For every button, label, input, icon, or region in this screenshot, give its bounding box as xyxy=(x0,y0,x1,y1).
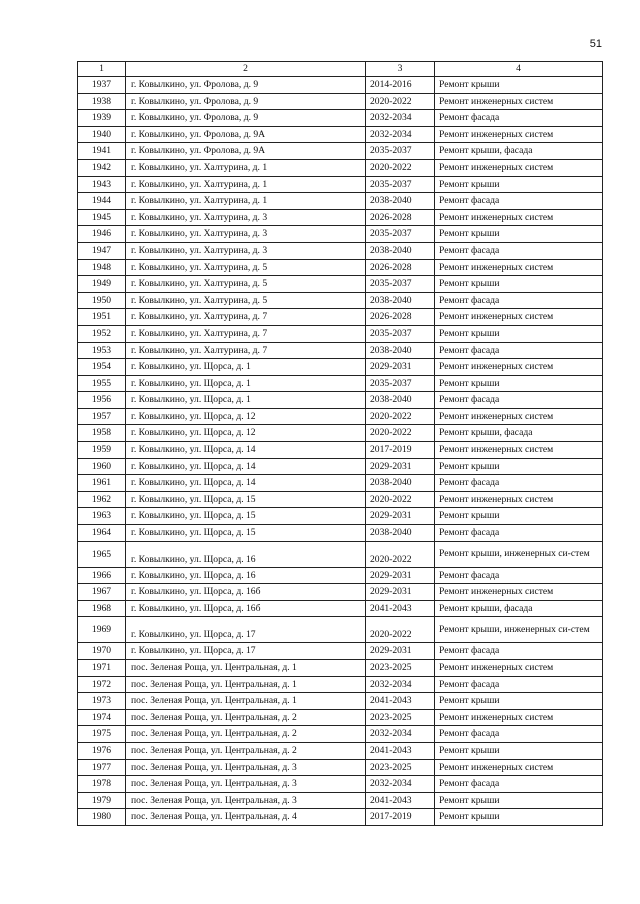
period-cell: 2041-2043 xyxy=(366,792,435,809)
table-row xyxy=(78,643,603,660)
period-cell: 2038-2040 xyxy=(366,342,435,359)
table-row xyxy=(78,709,603,726)
table-row xyxy=(78,742,603,759)
period-cell: 2035-2037 xyxy=(366,226,435,243)
row-number-cell: 1978 xyxy=(78,776,126,793)
table-row xyxy=(78,726,603,743)
address-cell: г. Ковылкино, ул. Фролова, д. 9 xyxy=(126,110,366,127)
table-row xyxy=(78,541,603,567)
page-number: 51 xyxy=(589,38,602,50)
period-cell: 2029-2031 xyxy=(366,359,435,376)
row-number-cell: 1958 xyxy=(78,425,126,442)
address-cell: пос. Зеленая Роща, ул. Центральная, д. 2 xyxy=(126,742,366,759)
table-row xyxy=(78,759,603,776)
work-type-cell: Ремонт крыши xyxy=(435,276,603,293)
table-row xyxy=(78,693,603,710)
table-row xyxy=(78,242,603,259)
table-row xyxy=(78,425,603,442)
work-type-cell: Ремонт крыши, инженерных си-стем xyxy=(435,617,603,643)
work-type-cell: Ремонт инженерных систем xyxy=(435,408,603,425)
address-cell: г. Ковылкино, ул. Фролова, д. 9 xyxy=(126,93,366,110)
row-number-cell: 1960 xyxy=(78,458,126,475)
period-cell: 2032-2034 xyxy=(366,776,435,793)
address-cell: г. Ковылкино, ул. Халтурина, д. 1 xyxy=(126,176,366,193)
address-cell: пос. Зеленая Роща, ул. Центральная, д. 3 xyxy=(126,759,366,776)
address-cell: г. Ковылкино, ул. Халтурина, д. 7 xyxy=(126,325,366,342)
address-cell: пос. Зеленая Роща, ул. Центральная, д. 3 xyxy=(126,792,366,809)
period-cell: 2038-2040 xyxy=(366,525,435,542)
period-cell: 2029-2031 xyxy=(366,584,435,601)
address-cell: г. Ковылкино, ул. Щорса, д. 1 xyxy=(126,359,366,376)
address-cell: г. Ковылкино, ул. Фролова, д. 9 xyxy=(126,77,366,94)
work-type-cell: Ремонт крыши xyxy=(435,176,603,193)
work-type-cell: Ремонт инженерных систем xyxy=(435,126,603,143)
period-cell: 2023-2025 xyxy=(366,759,435,776)
period-cell: 2035-2037 xyxy=(366,276,435,293)
table-row xyxy=(78,676,603,693)
period-cell: 2032-2034 xyxy=(366,126,435,143)
row-number-cell: 1972 xyxy=(78,676,126,693)
row-number-cell: 1940 xyxy=(78,126,126,143)
work-type-cell: Ремонт крыши xyxy=(435,77,603,94)
period-cell: 2020-2022 xyxy=(366,408,435,425)
work-type-cell: Ремонт крыши xyxy=(435,792,603,809)
row-number-cell: 1957 xyxy=(78,408,126,425)
column-header-number: 1 xyxy=(78,62,126,77)
table-row xyxy=(78,292,603,309)
work-type-cell: Ремонт инженерных систем xyxy=(435,93,603,110)
period-cell: 2041-2043 xyxy=(366,693,435,710)
work-type-cell: Ремонт фасада xyxy=(435,242,603,259)
work-type-cell: Ремонт фасада xyxy=(435,292,603,309)
table-row xyxy=(78,193,603,210)
address-cell: г. Ковылкино, ул. Щорса, д. 14 xyxy=(126,442,366,459)
address-cell: г. Ковылкино, ул. Щорса, д. 12 xyxy=(126,408,366,425)
table-row xyxy=(78,442,603,459)
row-number-cell: 1980 xyxy=(78,809,126,826)
row-number-cell: 1950 xyxy=(78,292,126,309)
period-cell: 2029-2031 xyxy=(366,567,435,584)
period-cell: 2029-2031 xyxy=(366,643,435,660)
period-cell: 2035-2037 xyxy=(366,143,435,160)
table-row xyxy=(78,325,603,342)
address-cell: г. Ковылкино, ул. Щорса, д. 14 xyxy=(126,475,366,492)
period-cell: 2020-2022 xyxy=(366,617,435,643)
work-type-cell: Ремонт фасада xyxy=(435,110,603,127)
address-cell: пос. Зеленая Роща, ул. Центральная, д. 1 xyxy=(126,693,366,710)
address-cell: г. Ковылкино, ул. Щорса, д. 1 xyxy=(126,392,366,409)
work-type-cell: Ремонт инженерных систем xyxy=(435,309,603,326)
address-cell: пос. Зеленая Роща, ул. Центральная, д. 1 xyxy=(126,676,366,693)
work-type-cell: Ремонт фасада xyxy=(435,525,603,542)
work-type-cell: Ремонт инженерных систем xyxy=(435,159,603,176)
work-type-cell: Ремонт крыши xyxy=(435,742,603,759)
address-cell: пос. Зеленая Роща, ул. Центральная, д. 2 xyxy=(126,709,366,726)
work-type-cell: Ремонт фасада xyxy=(435,475,603,492)
table-row xyxy=(78,525,603,542)
work-type-cell: Ремонт крыши, фасада xyxy=(435,600,603,617)
address-cell: г. Ковылкино, ул. Халтурина, д. 5 xyxy=(126,276,366,293)
address-cell: г. Ковылкино, ул. Халтурина, д. 1 xyxy=(126,159,366,176)
table-row xyxy=(78,176,603,193)
row-number-cell: 1979 xyxy=(78,792,126,809)
row-number-cell: 1977 xyxy=(78,759,126,776)
period-cell: 2032-2034 xyxy=(366,110,435,127)
period-cell: 2020-2022 xyxy=(366,425,435,442)
work-type-cell: Ремонт фасада xyxy=(435,567,603,584)
address-cell: г. Ковылкино, ул. Халтурина, д. 7 xyxy=(126,342,366,359)
work-type-cell: Ремонт крыши xyxy=(435,226,603,243)
address-cell: г. Ковылкино, ул. Щорса, д. 16 xyxy=(126,541,366,567)
address-cell: г. Ковылкино, ул. Щорса, д. 12 xyxy=(126,425,366,442)
table-row xyxy=(78,475,603,492)
row-number-cell: 1949 xyxy=(78,276,126,293)
work-type-cell: Ремонт крыши, инженерных си-стем xyxy=(435,541,603,567)
table-row xyxy=(78,110,603,127)
period-cell: 2035-2037 xyxy=(366,375,435,392)
table-row xyxy=(78,660,603,677)
column-header-period: 3 xyxy=(366,62,435,77)
row-number-cell: 1955 xyxy=(78,375,126,392)
address-cell: пос. Зеленая Роща, ул. Центральная, д. 1 xyxy=(126,660,366,677)
table-row xyxy=(78,309,603,326)
address-cell: г. Ковылкино, ул. Халтурина, д. 7 xyxy=(126,309,366,326)
table-row xyxy=(78,491,603,508)
row-number-cell: 1948 xyxy=(78,259,126,276)
period-cell: 2017-2019 xyxy=(366,809,435,826)
period-cell: 2020-2022 xyxy=(366,93,435,110)
row-number-cell: 1968 xyxy=(78,600,126,617)
address-cell: пос. Зеленая Роща, ул. Центральная, д. 2 xyxy=(126,726,366,743)
row-number-cell: 1943 xyxy=(78,176,126,193)
period-cell: 2029-2031 xyxy=(366,458,435,475)
period-cell: 2026-2028 xyxy=(366,259,435,276)
address-cell: г. Ковылкино, ул. Щорса, д. 17 xyxy=(126,643,366,660)
row-number-cell: 1962 xyxy=(78,491,126,508)
work-type-cell: Ремонт инженерных систем xyxy=(435,759,603,776)
row-number-cell: 1961 xyxy=(78,475,126,492)
row-number-cell: 1951 xyxy=(78,309,126,326)
period-cell: 2032-2034 xyxy=(366,726,435,743)
row-number-cell: 1939 xyxy=(78,110,126,127)
row-number-cell: 1953 xyxy=(78,342,126,359)
table-row xyxy=(78,792,603,809)
row-number-cell: 1938 xyxy=(78,93,126,110)
work-type-cell: Ремонт крыши xyxy=(435,809,603,826)
repair-schedule-table xyxy=(77,61,603,826)
row-number-cell: 1966 xyxy=(78,567,126,584)
table-row xyxy=(78,617,603,643)
work-type-cell: Ремонт фасада xyxy=(435,342,603,359)
period-cell: 2038-2040 xyxy=(366,392,435,409)
period-cell: 2026-2028 xyxy=(366,209,435,226)
work-type-cell: Ремонт фасада xyxy=(435,726,603,743)
work-type-cell: Ремонт инженерных систем xyxy=(435,491,603,508)
period-cell: 2020-2022 xyxy=(366,159,435,176)
period-cell: 2038-2040 xyxy=(366,193,435,210)
period-cell: 2041-2043 xyxy=(366,600,435,617)
table-row xyxy=(78,359,603,376)
row-number-cell: 1970 xyxy=(78,643,126,660)
address-cell: г. Ковылкино, ул. Фролова, д. 9А xyxy=(126,143,366,160)
table-row xyxy=(78,342,603,359)
address-cell: г. Ковылкино, ул. Щорса, д. 16б xyxy=(126,600,366,617)
work-type-cell: Ремонт крыши xyxy=(435,325,603,342)
table-row xyxy=(78,600,603,617)
address-cell: г. Ковылкино, ул. Халтурина, д. 3 xyxy=(126,226,366,243)
work-type-cell: Ремонт фасада xyxy=(435,392,603,409)
table-row xyxy=(78,93,603,110)
table-body xyxy=(78,77,603,826)
table-row xyxy=(78,126,603,143)
work-type-cell: Ремонт крыши xyxy=(435,508,603,525)
address-cell: г. Ковылкино, ул. Щорса, д. 16б xyxy=(126,584,366,601)
address-cell: г. Ковылкино, ул. Халтурина, д. 3 xyxy=(126,209,366,226)
table-row xyxy=(78,159,603,176)
period-cell: 2041-2043 xyxy=(366,742,435,759)
table-row xyxy=(78,809,603,826)
address-cell: пос. Зеленая Роща, ул. Центральная, д. 3 xyxy=(126,776,366,793)
period-cell: 2014-2016 xyxy=(366,77,435,94)
work-type-cell: Ремонт крыши, фасада xyxy=(435,425,603,442)
period-cell: 2038-2040 xyxy=(366,292,435,309)
table-row xyxy=(78,276,603,293)
row-number-cell: 1956 xyxy=(78,392,126,409)
table-row xyxy=(78,375,603,392)
table-row xyxy=(78,143,603,160)
period-cell: 2017-2019 xyxy=(366,442,435,459)
table-row xyxy=(78,567,603,584)
work-type-cell: Ремонт инженерных систем xyxy=(435,442,603,459)
work-type-cell: Ремонт крыши, фасада xyxy=(435,143,603,160)
table-header-row xyxy=(78,62,603,77)
period-cell: 2020-2022 xyxy=(366,491,435,508)
row-number-cell: 1942 xyxy=(78,159,126,176)
period-cell: 2023-2025 xyxy=(366,660,435,677)
table-row xyxy=(78,584,603,601)
row-number-cell: 1944 xyxy=(78,193,126,210)
column-header-work: 4 xyxy=(435,62,603,77)
row-number-cell: 1959 xyxy=(78,442,126,459)
address-cell: пос. Зеленая Роща, ул. Центральная, д. 4 xyxy=(126,809,366,826)
row-number-cell: 1946 xyxy=(78,226,126,243)
work-type-cell: Ремонт инженерных систем xyxy=(435,259,603,276)
work-type-cell: Ремонт инженерных систем xyxy=(435,584,603,601)
table-row xyxy=(78,392,603,409)
row-number-cell: 1965 xyxy=(78,541,126,567)
work-type-cell: Ремонт инженерных систем xyxy=(435,359,603,376)
work-type-cell: Ремонт инженерных систем xyxy=(435,660,603,677)
row-number-cell: 1967 xyxy=(78,584,126,601)
work-type-cell: Ремонт инженерных систем xyxy=(435,709,603,726)
row-number-cell: 1954 xyxy=(78,359,126,376)
row-number-cell: 1941 xyxy=(78,143,126,160)
work-type-cell: Ремонт инженерных систем xyxy=(435,209,603,226)
table-row xyxy=(78,77,603,94)
address-cell: г. Ковылкино, ул. Щорса, д. 15 xyxy=(126,491,366,508)
address-cell: г. Ковылкино, ул. Фролова, д. 9А xyxy=(126,126,366,143)
row-number-cell: 1945 xyxy=(78,209,126,226)
work-type-cell: Ремонт фасада xyxy=(435,193,603,210)
address-cell: г. Ковылкино, ул. Щорса, д. 1 xyxy=(126,375,366,392)
address-cell: г. Ковылкино, ул. Халтурина, д. 5 xyxy=(126,292,366,309)
table-row xyxy=(78,209,603,226)
row-number-cell: 1937 xyxy=(78,77,126,94)
address-cell: г. Ковылкино, ул. Халтурина, д. 3 xyxy=(126,242,366,259)
row-number-cell: 1964 xyxy=(78,525,126,542)
work-type-cell: Ремонт фасада xyxy=(435,776,603,793)
period-cell: 2020-2022 xyxy=(366,541,435,567)
row-number-cell: 1963 xyxy=(78,508,126,525)
table-row xyxy=(78,408,603,425)
address-cell: г. Ковылкино, ул. Щорса, д. 15 xyxy=(126,508,366,525)
period-cell: 2023-2025 xyxy=(366,709,435,726)
address-cell: г. Ковылкино, ул. Щорса, д. 15 xyxy=(126,525,366,542)
column-header-address: 2 xyxy=(126,62,366,77)
row-number-cell: 1976 xyxy=(78,742,126,759)
row-number-cell: 1971 xyxy=(78,660,126,677)
address-cell: г. Ковылкино, ул. Халтурина, д. 1 xyxy=(126,193,366,210)
row-number-cell: 1947 xyxy=(78,242,126,259)
table-row xyxy=(78,776,603,793)
table-row xyxy=(78,508,603,525)
work-type-cell: Ремонт крыши xyxy=(435,375,603,392)
row-number-cell: 1969 xyxy=(78,617,126,643)
period-cell: 2035-2037 xyxy=(366,176,435,193)
table-row xyxy=(78,226,603,243)
period-cell: 2038-2040 xyxy=(366,242,435,259)
period-cell: 2035-2037 xyxy=(366,325,435,342)
work-type-cell: Ремонт крыши xyxy=(435,693,603,710)
work-type-cell: Ремонт фасада xyxy=(435,643,603,660)
period-cell: 2029-2031 xyxy=(366,508,435,525)
period-cell: 2026-2028 xyxy=(366,309,435,326)
row-number-cell: 1974 xyxy=(78,709,126,726)
work-type-cell: Ремонт фасада xyxy=(435,676,603,693)
period-cell: 2038-2040 xyxy=(366,475,435,492)
address-cell: г. Ковылкино, ул. Халтурина, д. 5 xyxy=(126,259,366,276)
work-type-cell: Ремонт крыши xyxy=(435,458,603,475)
period-cell: 2032-2034 xyxy=(366,676,435,693)
table-row xyxy=(78,458,603,475)
address-cell: г. Ковылкино, ул. Щорса, д. 17 xyxy=(126,617,366,643)
row-number-cell: 1973 xyxy=(78,693,126,710)
row-number-cell: 1975 xyxy=(78,726,126,743)
row-number-cell: 1952 xyxy=(78,325,126,342)
address-cell: г. Ковылкино, ул. Щорса, д. 16 xyxy=(126,567,366,584)
address-cell: г. Ковылкино, ул. Щорса, д. 14 xyxy=(126,458,366,475)
table-row xyxy=(78,259,603,276)
